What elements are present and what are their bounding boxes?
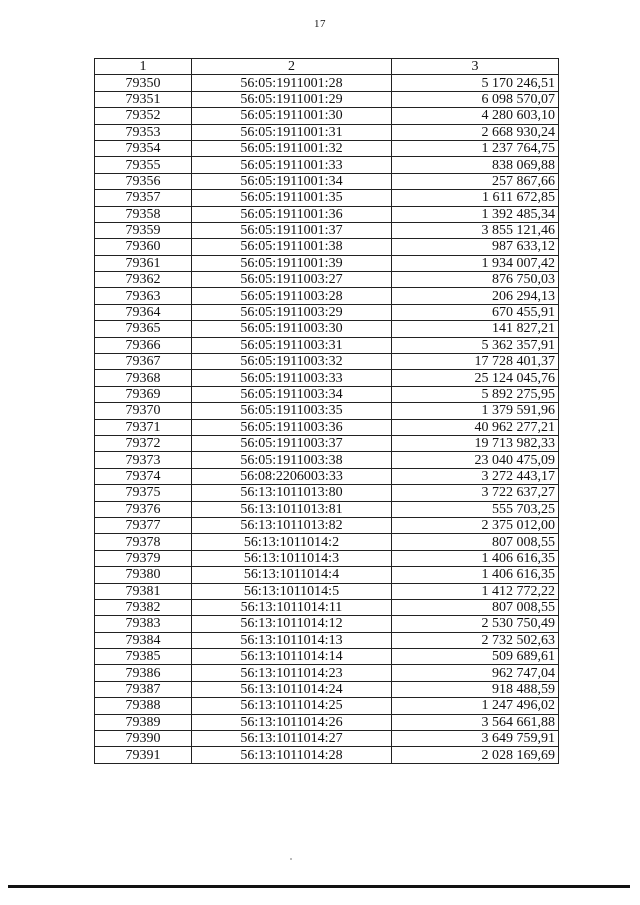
table-row — [95, 534, 559, 550]
cadastral-number-cell: 56:13:1011013:82 — [192, 517, 392, 533]
value-cell: 1 406 616,35 — [392, 550, 559, 566]
cadastral-number-cell: 56:05:1911003:36 — [192, 419, 392, 435]
cadastral-number-cell: 56:05:1911003:38 — [192, 452, 392, 468]
cadastral-number-cell: 56:05:1911001:37 — [192, 222, 392, 238]
value-cell: 3 855 121,46 — [392, 222, 559, 238]
cadastral-number-cell: 56:05:1911003:33 — [192, 370, 392, 386]
table-row — [95, 386, 559, 402]
value-cell: 1 934 007,42 — [392, 255, 559, 271]
cadastral-number-cell: 56:05:1911003:35 — [192, 403, 392, 419]
table-row — [95, 222, 559, 238]
row-number-cell: 79366 — [95, 337, 192, 353]
cadastral-number-cell: 56:05:1911001:31 — [192, 124, 392, 140]
row-number-cell: 79373 — [95, 452, 192, 468]
cadastral-number-cell: 56:05:1911001:29 — [192, 91, 392, 107]
cadastral-number-cell: 56:13:1011014:27 — [192, 731, 392, 747]
row-number-cell: 79384 — [95, 632, 192, 648]
value-cell: 3 272 443,17 — [392, 468, 559, 484]
cadastral-number-cell: 56:13:1011014:13 — [192, 632, 392, 648]
value-cell: 807 008,55 — [392, 534, 559, 550]
cadastral-number-cell: 56:08:2206003:33 — [192, 468, 392, 484]
value-cell: 141 827,21 — [392, 321, 559, 337]
cadastral-number-cell: 56:13:1011014:5 — [192, 583, 392, 599]
row-number-cell: 79352 — [95, 108, 192, 124]
cadastral-number-cell: 56:13:1011013:81 — [192, 501, 392, 517]
cadastral-number-cell: 56:13:1011014:14 — [192, 649, 392, 665]
cadastral-number-cell: 56:13:1011014:23 — [192, 665, 392, 681]
cadastral-number-cell: 56:05:1911001:28 — [192, 75, 392, 91]
scan-speck — [290, 858, 292, 860]
page-number: 17 — [314, 18, 326, 30]
row-number-cell: 79358 — [95, 206, 192, 222]
row-number-cell: 79374 — [95, 468, 192, 484]
table-row — [95, 108, 559, 124]
table-row — [95, 649, 559, 665]
row-number-cell: 79378 — [95, 534, 192, 550]
row-number-cell: 79356 — [95, 173, 192, 189]
row-number-cell: 79370 — [95, 403, 192, 419]
row-number-cell: 79385 — [95, 649, 192, 665]
cadastral-number-cell: 56:05:1911003:29 — [192, 304, 392, 320]
value-cell: 257 867,66 — [392, 173, 559, 189]
value-cell: 1 379 591,96 — [392, 403, 559, 419]
row-number-cell: 79367 — [95, 354, 192, 370]
row-number-cell: 79362 — [95, 272, 192, 288]
table-row — [95, 337, 559, 353]
row-number-cell: 79376 — [95, 501, 192, 517]
cadastral-number-cell: 56:05:1911003:31 — [192, 337, 392, 353]
row-number-cell: 79365 — [95, 321, 192, 337]
value-cell: 1 406 616,35 — [392, 567, 559, 583]
cadastral-number-cell: 56:05:1911001:38 — [192, 239, 392, 255]
table-row — [95, 698, 559, 714]
value-cell: 509 689,61 — [392, 649, 559, 665]
cadastral-number-cell: 56:13:1011014:28 — [192, 747, 392, 763]
value-cell: 1 611 672,85 — [392, 190, 559, 206]
row-number-cell: 79359 — [95, 222, 192, 238]
row-number-cell: 79372 — [95, 435, 192, 451]
row-number-cell: 79353 — [95, 124, 192, 140]
row-number-cell: 79388 — [95, 698, 192, 714]
value-cell: 1 392 485,34 — [392, 206, 559, 222]
cadastral-number-cell: 56:13:1011014:3 — [192, 550, 392, 566]
cadastral-number-cell: 56:05:1911003:30 — [192, 321, 392, 337]
value-cell: 19 713 982,33 — [392, 435, 559, 451]
table-row — [95, 485, 559, 501]
table-row — [95, 468, 559, 484]
row-number-cell: 79371 — [95, 419, 192, 435]
row-number-cell: 79360 — [95, 239, 192, 255]
value-cell: 5 362 357,91 — [392, 337, 559, 353]
table-row — [95, 403, 559, 419]
registry-table — [94, 58, 559, 764]
value-cell: 2 028 169,69 — [392, 747, 559, 763]
table-row — [95, 550, 559, 566]
cadastral-number-cell: 56:05:1911003:37 — [192, 435, 392, 451]
cadastral-number-cell: 56:13:1011014:4 — [192, 567, 392, 583]
table-row — [95, 681, 559, 697]
cadastral-number-cell: 56:05:1911003:32 — [192, 354, 392, 370]
cadastral-number-cell: 56:05:1911003:28 — [192, 288, 392, 304]
table-row — [95, 567, 559, 583]
table-row — [95, 616, 559, 632]
cadastral-number-cell: 56:13:1011014:25 — [192, 698, 392, 714]
value-cell: 1 412 772,22 — [392, 583, 559, 599]
table-row — [95, 632, 559, 648]
table-row — [95, 665, 559, 681]
value-cell: 1 237 764,75 — [392, 140, 559, 156]
table-row — [95, 190, 559, 206]
value-cell: 670 455,91 — [392, 304, 559, 320]
table-row — [95, 239, 559, 255]
row-number-cell: 79386 — [95, 665, 192, 681]
table-row — [95, 91, 559, 107]
table-row — [95, 173, 559, 189]
value-cell: 2 530 750,49 — [392, 616, 559, 632]
value-cell: 962 747,04 — [392, 665, 559, 681]
row-number-cell: 79355 — [95, 157, 192, 173]
value-cell: 987 633,12 — [392, 239, 559, 255]
value-cell: 3 722 637,27 — [392, 485, 559, 501]
row-number-cell: 79368 — [95, 370, 192, 386]
value-cell: 40 962 277,21 — [392, 419, 559, 435]
value-cell: 3 564 661,88 — [392, 714, 559, 730]
table-row — [95, 75, 559, 91]
row-number-cell: 79391 — [95, 747, 192, 763]
row-number-cell: 79357 — [95, 190, 192, 206]
table-row — [95, 714, 559, 730]
cadastral-number-cell: 56:05:1911001:35 — [192, 190, 392, 206]
value-cell: 206 294,13 — [392, 288, 559, 304]
row-number-cell: 79361 — [95, 255, 192, 271]
table-row — [95, 599, 559, 615]
value-cell: 2 668 930,24 — [392, 124, 559, 140]
value-cell: 2 732 502,63 — [392, 632, 559, 648]
table-row — [95, 272, 559, 288]
table-row — [95, 255, 559, 271]
cadastral-number-cell: 56:13:1011013:80 — [192, 485, 392, 501]
column-header-cadastral-number: 2 — [192, 59, 392, 75]
table-row — [95, 435, 559, 451]
table-row — [95, 370, 559, 386]
value-cell: 918 488,59 — [392, 681, 559, 697]
row-number-cell: 79363 — [95, 288, 192, 304]
value-cell: 6 098 570,07 — [392, 91, 559, 107]
row-number-cell: 79364 — [95, 304, 192, 320]
value-cell: 838 069,88 — [392, 157, 559, 173]
value-cell: 23 040 475,09 — [392, 452, 559, 468]
table-row — [95, 157, 559, 173]
cadastral-number-cell: 56:05:1911003:27 — [192, 272, 392, 288]
row-number-cell: 79379 — [95, 550, 192, 566]
table-row — [95, 354, 559, 370]
cadastral-number-cell: 56:05:1911001:34 — [192, 173, 392, 189]
row-number-cell: 79389 — [95, 714, 192, 730]
cadastral-number-cell: 56:05:1911003:34 — [192, 386, 392, 402]
value-cell: 5 892 275,95 — [392, 386, 559, 402]
value-cell: 17 728 401,37 — [392, 354, 559, 370]
value-cell: 1 247 496,02 — [392, 698, 559, 714]
table-row — [95, 517, 559, 533]
row-number-cell: 79383 — [95, 616, 192, 632]
table-row — [95, 304, 559, 320]
row-number-cell: 79375 — [95, 485, 192, 501]
cadastral-number-cell: 56:13:1011014:24 — [192, 681, 392, 697]
column-header-number: 1 — [95, 59, 192, 75]
value-cell: 4 280 603,10 — [392, 108, 559, 124]
value-cell: 876 750,03 — [392, 272, 559, 288]
cadastral-number-cell: 56:05:1911001:30 — [192, 108, 392, 124]
row-number-cell: 79351 — [95, 91, 192, 107]
value-cell: 5 170 246,51 — [392, 75, 559, 91]
table-row — [95, 206, 559, 222]
table-row — [95, 452, 559, 468]
row-number-cell: 79382 — [95, 599, 192, 615]
table-row — [95, 731, 559, 747]
cadastral-number-cell: 56:05:1911001:33 — [192, 157, 392, 173]
column-header-value: 3 — [392, 59, 559, 75]
row-number-cell: 79354 — [95, 140, 192, 156]
value-cell: 555 703,25 — [392, 501, 559, 517]
row-number-cell: 79390 — [95, 731, 192, 747]
row-number-cell: 79369 — [95, 386, 192, 402]
cadastral-number-cell: 56:13:1011014:12 — [192, 616, 392, 632]
cadastral-number-cell: 56:13:1011014:2 — [192, 534, 392, 550]
cadastral-number-cell: 56:05:1911001:32 — [192, 140, 392, 156]
table-header-row — [95, 59, 559, 75]
table-row — [95, 321, 559, 337]
value-cell: 25 124 045,76 — [392, 370, 559, 386]
table-row — [95, 124, 559, 140]
table-body — [95, 75, 559, 763]
value-cell: 2 375 012,00 — [392, 517, 559, 533]
table-row — [95, 419, 559, 435]
table-row — [95, 288, 559, 304]
table-row — [95, 747, 559, 763]
table-row — [95, 583, 559, 599]
table-row — [95, 501, 559, 517]
table-row — [95, 140, 559, 156]
cadastral-number-cell: 56:13:1011014:11 — [192, 599, 392, 615]
row-number-cell: 79350 — [95, 75, 192, 91]
value-cell: 807 008,55 — [392, 599, 559, 615]
bottom-rule — [8, 885, 630, 888]
row-number-cell: 79380 — [95, 567, 192, 583]
row-number-cell: 79381 — [95, 583, 192, 599]
row-number-cell: 79377 — [95, 517, 192, 533]
value-cell: 3 649 759,91 — [392, 731, 559, 747]
cadastral-number-cell: 56:13:1011014:26 — [192, 714, 392, 730]
row-number-cell: 79387 — [95, 681, 192, 697]
cadastral-number-cell: 56:05:1911001:39 — [192, 255, 392, 271]
cadastral-number-cell: 56:05:1911001:36 — [192, 206, 392, 222]
